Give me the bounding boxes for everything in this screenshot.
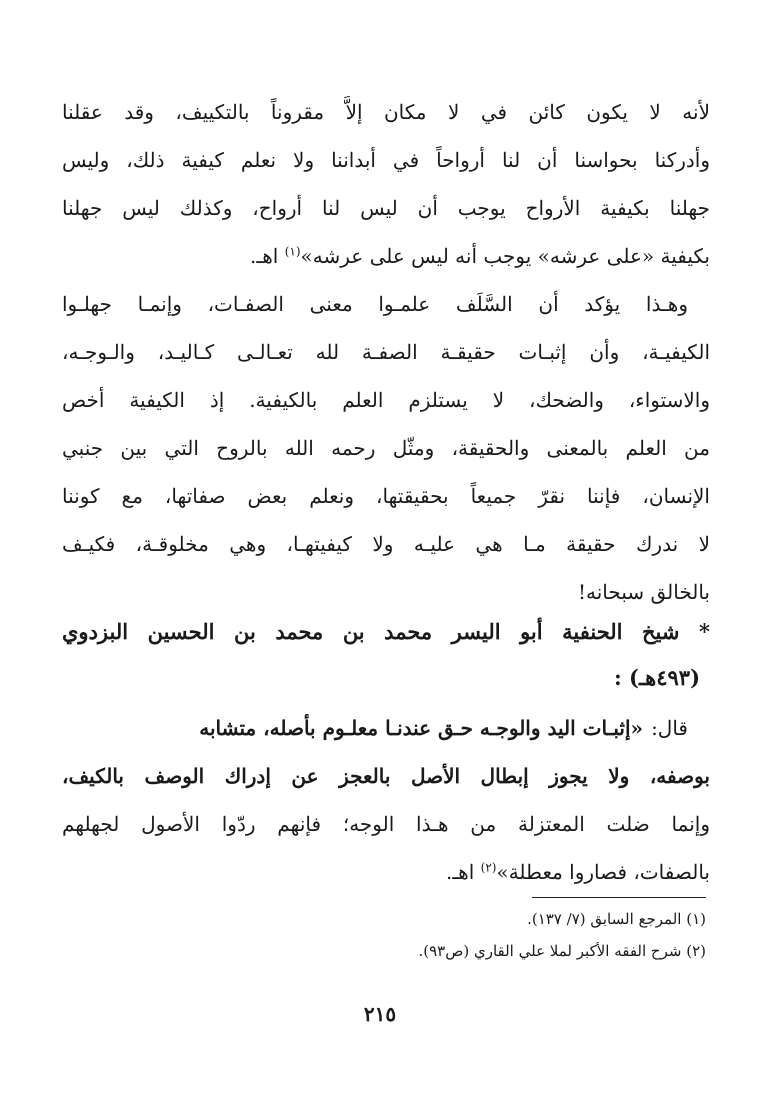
paragraph-1-line-4-text: بكيفية «على عرشه» يوجب أنه ليس على عرشه» [300,244,710,268]
paragraph-2-line-5: الإنسان، فإننا نقرّ جميعاً بحقيقتها، ونعلم بعض صفاتها، مع كوننا [62,484,710,508]
paragraph-2-line-3: والاستواء، والضحك، لا يستلزم العلم بالكيفية. إذ الكيفية أخص [62,388,710,412]
paragraph-2-line-7: بالخالق سبحانه! [577,580,710,604]
quote-line-1 [62,714,710,744]
paragraph-1-line-1: لأنه لا يكون كائن في لا مكان إلاَّ مقروناً بالتكييف، وقد عقلنا [62,100,710,124]
quote-line-2-text: بوصفه، ولا يجوز إبطال الأصل بالعجز عن إدراك الوصف بالكيف، [62,764,710,788]
paragraph-2-line-2: الكيفيـة، وأن إثبـات حقيقـة الصفـة لله تعـالـى كـاليـد، والـوجـه، [62,340,710,364]
paragraph-1-line-4 [62,242,710,272]
quote-line-4-text: بالصفات، فصاروا معطلة» [496,860,710,884]
footnote-ref-1[interactable]: (١) [284,244,301,259]
section-heading-line-1: * شيخ الحنفية أبو اليسر محمد بن محمد بن الحسين البزدوي [62,619,710,644]
paragraph-2-line-4: من العلم بالمعنى والحقيقة، ومثّل رحمه الله بالروح التي بين جنبي [62,436,710,460]
quote-intro: قال: [651,716,688,740]
paragraph-2-line-6: لا ندرك حقيقة مـا هي عليـه ولا كيفيتهـا، وهي مخلوقـة، فكيـف [62,532,710,556]
quote-line-2 [62,762,710,792]
paragraph-1-line-3: جهلنا بكيفية الأرواح يوجب أن ليس لنا أرواح، وكذلك ليس جهلنا [62,196,710,220]
page-number: ٢١٥ [363,1002,397,1026]
paragraph-2-line-1: وهـذا يؤكد أن السَّلَف علمـوا معنى الصفـات، وإنمـا جهلـوا [62,292,688,316]
footnote-2: (٢) شرح الفقه الأكبر لملا علي القاري (ص٩٣). [418,942,706,960]
quote-ending: اهـ. [445,860,481,884]
footnote-1: (١) المرجع السابق (٧/ ١٣٧). [527,910,706,928]
section-heading-line-2: (٤٩٣هـ) : [613,665,700,690]
quote-line-4 [62,858,710,888]
paragraph-1-ending: اهـ. [250,244,285,268]
footnote-separator [532,897,706,898]
quote-line-3: وإنما ضلت المعتزلة من هـذا الوجه؛ فإنهم ردّوا الأصول لجهلهم [62,812,710,836]
footnote-ref-2[interactable]: (٢) [480,860,497,875]
paragraph-1-line-2: وأدركنا بحواسنا أن لنا أرواحاً في أبداننا ولا نعلم كيفية ذلك، وليس [62,148,710,172]
quote-line-1-text: «إثبـات اليد والوجـه حـق عندنـا معلـوم بأصله، متشابه [199,716,644,740]
